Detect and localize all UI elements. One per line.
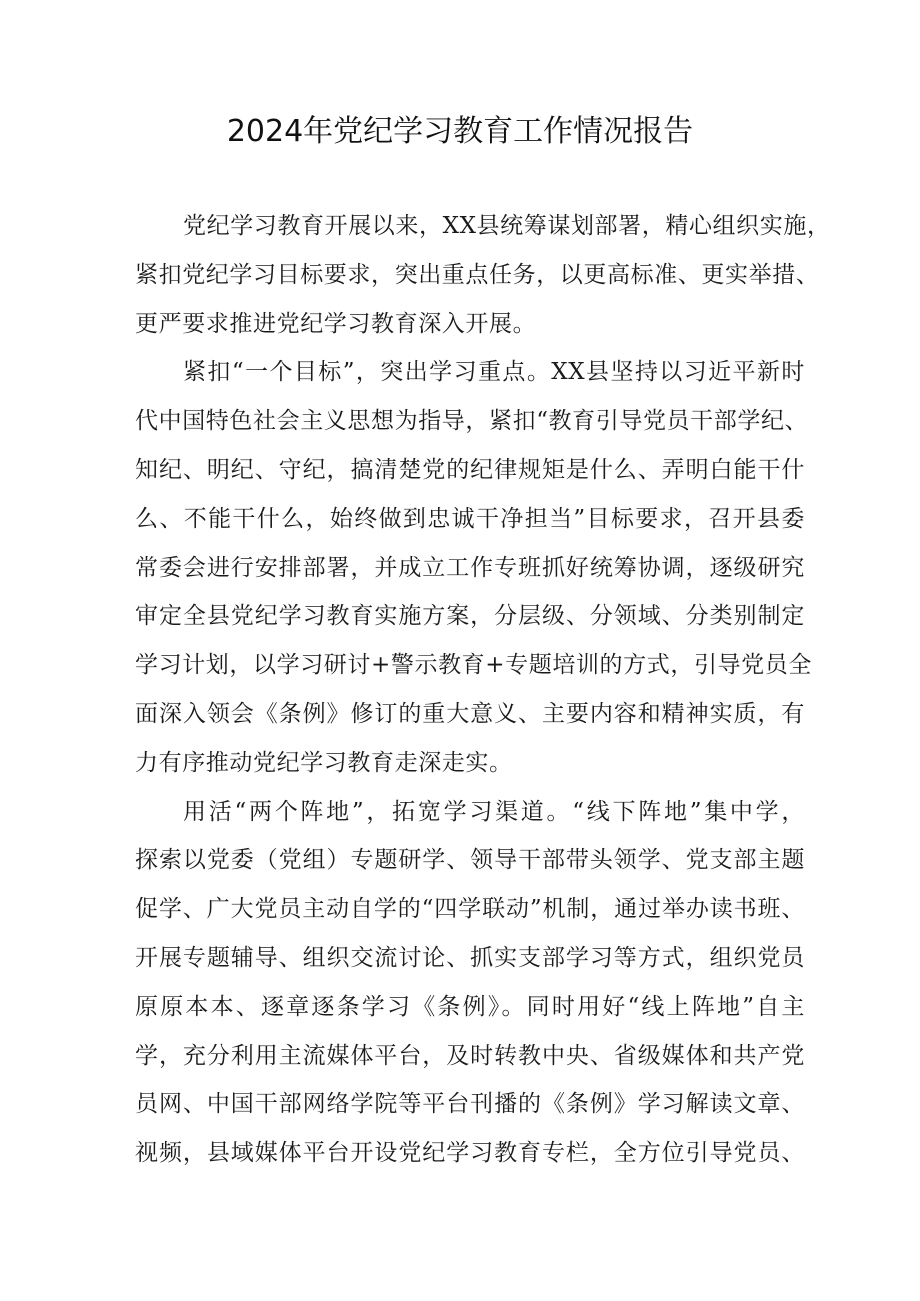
text-line: 紧扣党纪学习目标要求，突出重点任务，以更高标准、更实举措、: [135, 261, 820, 288]
text-line: 用活“两个阵地”，拓宽学习渠道。“线下阵地”集中学，: [183, 798, 805, 825]
text-line: 知纪、明纪、守纪，搞清楚党的纪律规矩是什么、弄明白能干什: [135, 456, 805, 483]
text-line: 常委会进行安排部署，并成立工作专班抓好统筹协调，逐级研究: [135, 554, 805, 581]
paragraph-2: [135, 348, 812, 787]
paragraph-1: [135, 202, 831, 348]
document-title: 2024年党纪学习教育工作情况报告: [226, 114, 694, 149]
text-line: 员网、中国干部网络学院等平台刊播的《条例》学习解读文章、: [135, 1091, 805, 1118]
text-line: 党纪学习教育开展以来，XX县统筹谋划部署，精心组织实施，: [183, 213, 831, 239]
text-line: 么、不能干什么，始终做到忠诚干净担当”目标要求，召开县委: [135, 505, 805, 532]
text-line: 开展专题辅导、组织交流讨论、抓实支部学习等方式，组织党员: [135, 944, 805, 971]
document-body: [135, 202, 831, 1178]
paragraph-3: [135, 788, 805, 1178]
text-line: 代中国特色社会主义思想为指导，紧扣“教育引导党员干部学纪、: [135, 408, 809, 435]
text-line: 力有序推动党纪学习教育走深走实。: [135, 749, 513, 776]
text-line: 审定全县党纪学习教育实施方案，分层级、分领域、分类别制定: [135, 603, 805, 630]
text-line: 紧扣“一个目标”，突出学习重点。XX县坚持以习近平新时: [183, 359, 805, 386]
text-line: 视频，县域媒体平台开设党纪学习教育专栏，全方位引导党员、: [135, 1140, 805, 1167]
text-line: 促学、广大党员主动自学的“四学联动”机制，通过举办读书班、: [135, 896, 805, 923]
text-line: 面深入领会《条例》修订的重大意义、主要内容和精神实质，有: [135, 700, 805, 727]
text-line: 学，充分利用主流媒体平台，及时转教中央、省级媒体和共产党: [135, 1042, 805, 1069]
text-line: 探索以党委（党组）专题研学、领导干部带头领学、党支部主题: [135, 847, 805, 874]
text-line: 原原本本、逐章逐条学习《条例》。同时用好“线上阵地”自主: [135, 993, 805, 1020]
text-line: 学习计划，以学习研讨+警示教育+专题培训的方式，引导党员全: [135, 652, 812, 679]
text-line: 更严要求推进党纪学习教育深入开展。: [135, 310, 537, 337]
